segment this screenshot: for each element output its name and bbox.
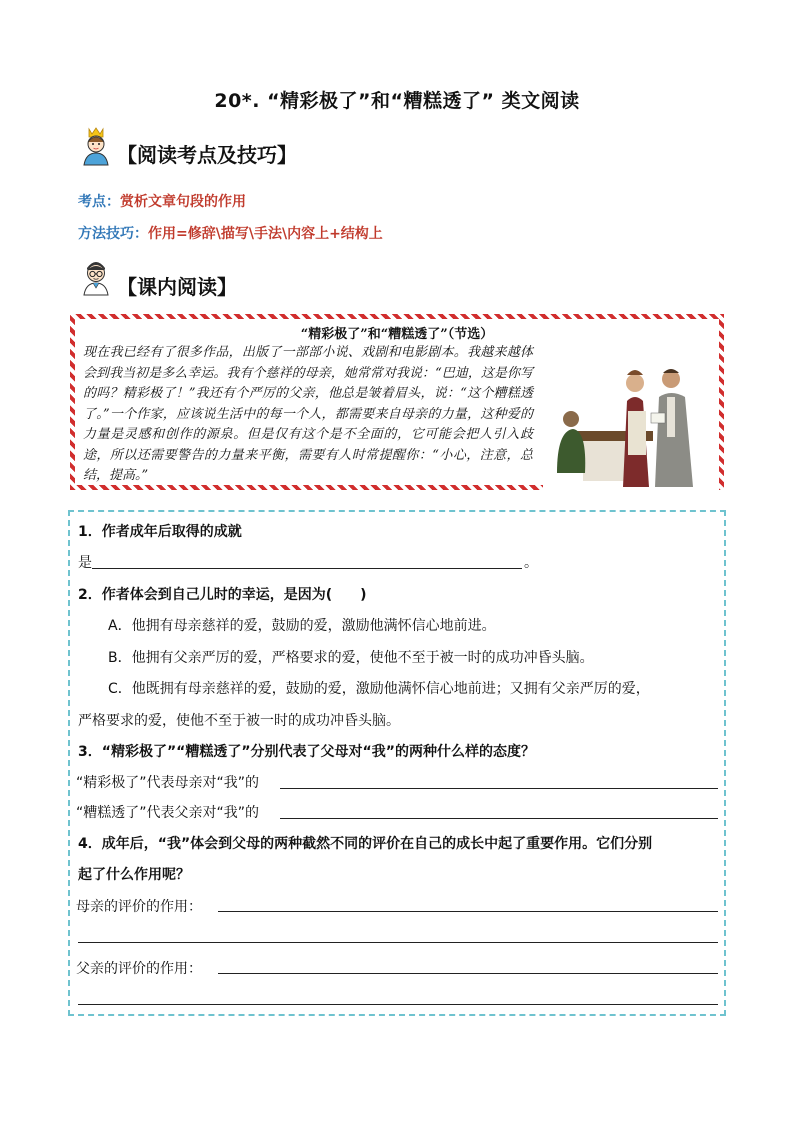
question-4-cont: 起了什么作用呢？ [78, 867, 190, 883]
kaodian-label: 考点： [78, 194, 120, 210]
method-value: 作用=修辞\描写\手法\内容上+结构上 [148, 226, 383, 242]
q4-mother-answer-line-2[interactable] [78, 942, 718, 943]
q4-father-answer-line-2[interactable] [78, 1004, 718, 1005]
question-1: 1．作者成年后取得的成就 [78, 524, 242, 540]
q2-option-c: C．他既拥有母亲慈祥的爱，鼓励的爱，激励他满怀信心地前进；又拥有父亲严厉的爱， [108, 681, 650, 697]
question-2: 2．作者体会到自己儿时的幸运，是因为( ) [78, 587, 367, 603]
q4-father-label: 父亲的评价的作用： [76, 961, 202, 977]
method-row [78, 223, 383, 243]
page-title: 20*. “精彩极了”和“糟糕透了” 类文阅读 [214, 90, 580, 112]
q1-answer-prefix: 是 [78, 555, 92, 571]
q3-father-label: “糟糕透了”代表父亲对“我”的 [76, 805, 260, 821]
kaodian-value: 赏析文章句段的作用 [120, 194, 246, 210]
passage-title: “精彩极了”和“糟糕透了”（节选） [300, 327, 494, 342]
q2-option-b: B．他拥有父亲严厉的爱，严格要求的爱，使他不至于被一时的成功冲昏头脑。 [108, 650, 594, 666]
boy-glasses-avatar-icon [78, 256, 114, 296]
q4-mother-label: 母亲的评价的作用： [76, 899, 202, 915]
q4-father-answer-line-1[interactable] [218, 973, 718, 974]
q4-mother-answer-line-1[interactable] [218, 911, 718, 912]
q3-mother-answer-line[interactable] [280, 788, 718, 789]
section-heading-exam-points: 【阅读考点及技巧】 [117, 143, 297, 167]
passage-text-block [83, 343, 719, 493]
passage-text: 现在我已经有了很多作品，出版了一部部小说、戏剧和电影剧本。我越来越体会到我当初是多么幸运。我有个慈祥的母亲，她常常对我说：“巴迪，这是你写的吗？精彩极了！”我还有个严厉的父亲，他总是皱着眉头，说：“这个糟糕透了。”一个作家，应该说生活中的每一个人，都需要来自母亲的力量，这种爱的力量是灵感和创作的源泉。但是仅有这个是不全面的，它可能会把人引入歧途，所以还需要警告的力量来平衡，需要有人时常提醒你：“小心，注意，总结，提高。” [83, 345, 533, 483]
princess-avatar-icon [78, 126, 114, 166]
section-heading-in-class-reading: 【课内阅读】 [117, 275, 237, 299]
family-illustration-icon [543, 353, 719, 493]
q2-option-a: A．他拥有母亲慈祥的爱，鼓励的爱，激励他满怀信心地前进。 [108, 618, 496, 634]
question-4: 4．成年后，“我”体会到父母的两种截然不同的评价在自己的成长中起了重要作用。它们分别 [78, 836, 653, 852]
q2-option-c-cont: 严格要求的爱，使他不至于被一时的成功冲昏头脑。 [78, 713, 400, 729]
q1-answer-suffix: 。 [524, 555, 538, 571]
question-3: 3．“精彩极了”“糟糕透了”分别代表了父母对“我”的两种什么样的态度？ [78, 744, 535, 760]
q3-father-answer-line[interactable] [280, 818, 718, 819]
passage-box [70, 314, 724, 490]
q1-answer-line[interactable] [92, 568, 522, 569]
q3-mother-label: “精彩极了”代表母亲对“我”的 [76, 775, 260, 791]
method-label: 方法技巧： [78, 226, 148, 242]
kaodian-row [78, 191, 246, 211]
